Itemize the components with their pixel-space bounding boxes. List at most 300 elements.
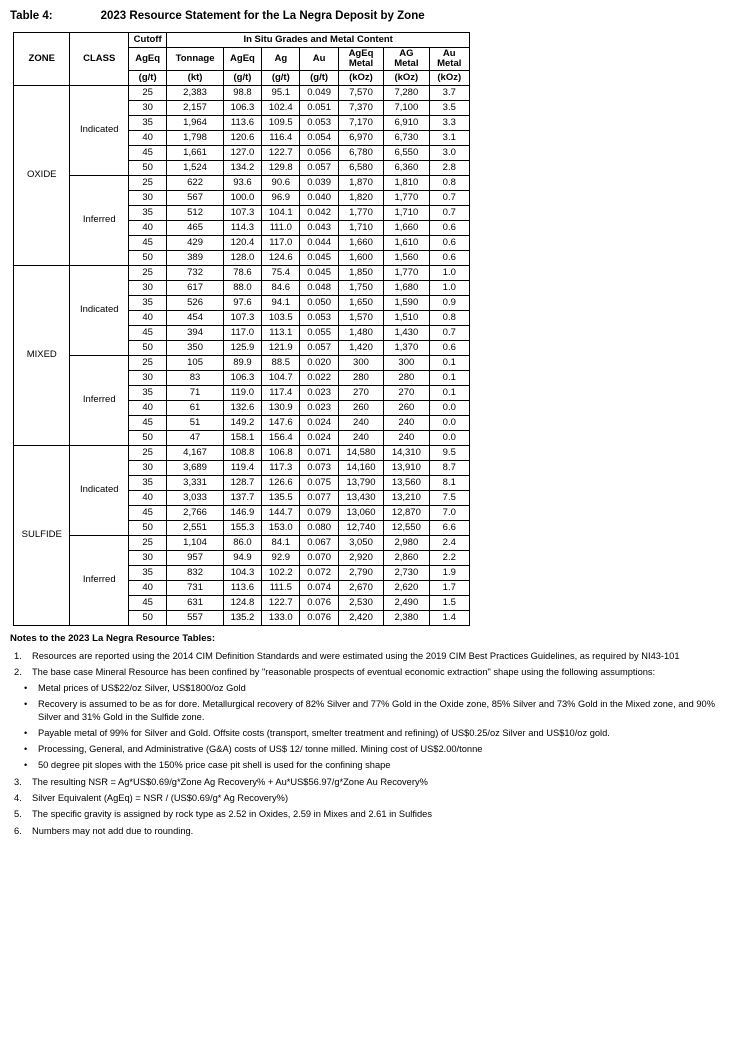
cell-6: 7,100 (384, 100, 429, 115)
cell-6: 6,550 (384, 145, 429, 160)
header-col-1-unit: (kt) (167, 70, 223, 85)
cell-1: 350 (167, 340, 223, 355)
cell-7: 0.1 (429, 370, 469, 385)
zone-label-sulfide: SULFIDE (14, 445, 70, 625)
cell-2: 94.9 (223, 550, 261, 565)
zone-label-oxide: OXIDE (14, 85, 70, 265)
cell-1: 617 (167, 280, 223, 295)
cell-3: 153.0 (262, 520, 300, 535)
cell-4: 0.042 (300, 205, 338, 220)
cell-4: 0.056 (300, 145, 338, 160)
header-col-6-name: AG Metal (384, 48, 429, 71)
cell-7: 0.6 (429, 220, 469, 235)
cell-3: 124.6 (262, 250, 300, 265)
cell-0: 25 (128, 175, 166, 190)
cell-5: 1,420 (338, 340, 383, 355)
cell-0: 40 (128, 580, 166, 595)
cell-2: 88.0 (223, 280, 261, 295)
cell-1: 1,661 (167, 145, 223, 160)
cell-0: 30 (128, 280, 166, 295)
cell-6: 1,810 (384, 175, 429, 190)
cell-3: 133.0 (262, 610, 300, 625)
table-caption (10, 10, 723, 22)
cell-6: 6,910 (384, 115, 429, 130)
cell-0: 35 (128, 115, 166, 130)
zone-label-mixed: MIXED (14, 265, 70, 445)
cell-3: 126.6 (262, 475, 300, 490)
bullet-icon: • (24, 683, 28, 694)
header-class: CLASS (70, 33, 129, 86)
cell-5: 240 (338, 415, 383, 430)
cell-7: 0.0 (429, 400, 469, 415)
cell-0: 40 (128, 490, 166, 505)
cell-6: 270 (384, 385, 429, 400)
cell-7: 3.5 (429, 100, 469, 115)
cell-6: 2,380 (384, 610, 429, 625)
cell-2: 128.0 (223, 250, 261, 265)
cell-6: 1,610 (384, 235, 429, 250)
cell-4: 0.045 (300, 250, 338, 265)
table-row (14, 85, 470, 100)
cell-3: 109.5 (262, 115, 300, 130)
note-number: 4. (14, 792, 22, 803)
cell-5: 270 (338, 385, 383, 400)
cell-3: 116.4 (262, 130, 300, 145)
class-label-inferred: Inferred (70, 535, 129, 625)
cell-7: 0.6 (429, 235, 469, 250)
cell-2: 114.3 (223, 220, 261, 235)
note-sub-text: Processing, General, and Administrative (G&A) costs of US$ 12/ tonne milled. Mining cost of US$2.00/tonne (38, 744, 483, 755)
cell-1: 4,167 (167, 445, 223, 460)
cell-4: 0.054 (300, 130, 338, 145)
cell-5: 13,060 (338, 505, 383, 520)
cell-3: 102.4 (262, 100, 300, 115)
cell-6: 13,210 (384, 490, 429, 505)
cell-1: 557 (167, 610, 223, 625)
cell-5: 6,780 (338, 145, 383, 160)
cell-2: 119.0 (223, 385, 261, 400)
cell-7: 7.0 (429, 505, 469, 520)
cell-4: 0.039 (300, 175, 338, 190)
cell-1: 465 (167, 220, 223, 235)
cell-3: 117.3 (262, 460, 300, 475)
bullet-icon: • (24, 727, 28, 738)
cell-4: 0.073 (300, 460, 338, 475)
cell-5: 2,420 (338, 610, 383, 625)
header-col-7-unit: (kOz) (429, 70, 469, 85)
cell-0: 30 (128, 190, 166, 205)
cell-4: 0.023 (300, 385, 338, 400)
note-number: 3. (14, 776, 22, 787)
cell-3: 102.2 (262, 565, 300, 580)
cell-2: 117.0 (223, 325, 261, 340)
header-col-1-name: Tonnage (167, 48, 223, 71)
cell-3: 117.0 (262, 235, 300, 250)
cell-4: 0.077 (300, 490, 338, 505)
cell-6: 2,620 (384, 580, 429, 595)
cell-4: 0.020 (300, 355, 338, 370)
cell-2: 120.6 (223, 130, 261, 145)
cell-6: 12,870 (384, 505, 429, 520)
cell-5: 1,820 (338, 190, 383, 205)
cell-1: 71 (167, 385, 223, 400)
cell-7: 0.0 (429, 415, 469, 430)
cell-2: 106.3 (223, 370, 261, 385)
cell-3: 122.7 (262, 595, 300, 610)
cell-1: 389 (167, 250, 223, 265)
cell-0: 50 (128, 520, 166, 535)
cell-6: 1,560 (384, 250, 429, 265)
cell-5: 1,770 (338, 205, 383, 220)
cell-4: 0.075 (300, 475, 338, 490)
cell-2: 106.3 (223, 100, 261, 115)
cell-4: 0.071 (300, 445, 338, 460)
cell-2: 104.3 (223, 565, 261, 580)
cell-7: 0.8 (429, 175, 469, 190)
cell-7: 3.7 (429, 85, 469, 100)
cell-6: 2,730 (384, 565, 429, 580)
cell-1: 957 (167, 550, 223, 565)
note-sub-text: Payable metal of 99% for Silver and Gold. Offsite costs (transport, smelter treatment and refining) of US$0.25/oz Silver and US$10/oz gold. (38, 727, 610, 738)
header-col-4-unit: (g/t) (300, 70, 338, 85)
cell-2: 86.0 (223, 535, 261, 550)
cell-7: 3.3 (429, 115, 469, 130)
cell-2: 113.6 (223, 115, 261, 130)
note-text: The specific gravity is assigned by rock type as 2.52 in Oxides, 2.59 in Mixes and 2.61 in Sulfides (32, 809, 432, 820)
cell-6: 7,280 (384, 85, 429, 100)
cell-1: 1,524 (167, 160, 223, 175)
cell-6: 300 (384, 355, 429, 370)
cell-2: 127.0 (223, 145, 261, 160)
cell-6: 1,430 (384, 325, 429, 340)
cell-7: 2.2 (429, 550, 469, 565)
cell-4: 0.043 (300, 220, 338, 235)
cell-5: 280 (338, 370, 383, 385)
cell-6: 1,370 (384, 340, 429, 355)
cell-2: 128.7 (223, 475, 261, 490)
cell-0: 40 (128, 310, 166, 325)
cell-5: 7,170 (338, 115, 383, 130)
cell-2: 125.9 (223, 340, 261, 355)
cell-3: 92.9 (262, 550, 300, 565)
cell-3: 104.1 (262, 205, 300, 220)
class-label-indicated: Indicated (70, 445, 129, 535)
cell-5: 6,580 (338, 160, 383, 175)
cell-6: 260 (384, 400, 429, 415)
cell-5: 3,050 (338, 535, 383, 550)
cell-5: 1,600 (338, 250, 383, 265)
cell-2: 135.2 (223, 610, 261, 625)
cell-1: 567 (167, 190, 223, 205)
cell-7: 3.1 (429, 130, 469, 145)
cell-4: 0.076 (300, 595, 338, 610)
note-item (10, 792, 723, 804)
cell-3: 96.9 (262, 190, 300, 205)
cell-6: 1,680 (384, 280, 429, 295)
cell-4: 0.057 (300, 340, 338, 355)
cell-0: 25 (128, 535, 166, 550)
cell-0: 30 (128, 100, 166, 115)
note-text: The base case Mineral Resource has been confined by "reasonable prospects of eventual economic extraction" shape using the following assumptions: (32, 666, 656, 677)
cell-0: 50 (128, 610, 166, 625)
table-body (14, 85, 470, 625)
cell-1: 2,157 (167, 100, 223, 115)
cell-0: 45 (128, 325, 166, 340)
cell-6: 1,710 (384, 205, 429, 220)
note-text: Silver Equivalent (AgEq) = NSR / (US$0.69/g* Ag Recovery%) (32, 792, 289, 803)
table-row (14, 445, 470, 460)
cell-7: 0.7 (429, 190, 469, 205)
table-row (14, 355, 470, 370)
cell-6: 1,770 (384, 190, 429, 205)
cell-1: 2,383 (167, 85, 223, 100)
cell-3: 129.8 (262, 160, 300, 175)
cell-0: 50 (128, 160, 166, 175)
cell-5: 2,530 (338, 595, 383, 610)
cell-3: 144.7 (262, 505, 300, 520)
cell-4: 0.074 (300, 580, 338, 595)
cell-2: 108.8 (223, 445, 261, 460)
table-number: Table 4: (10, 10, 53, 22)
bullet-icon: • (24, 760, 28, 771)
cell-4: 0.040 (300, 190, 338, 205)
cell-0: 50 (128, 430, 166, 445)
cell-7: 2.4 (429, 535, 469, 550)
cell-0: 45 (128, 505, 166, 520)
cell-2: 100.0 (223, 190, 261, 205)
note-item (10, 825, 723, 837)
cell-7: 0.7 (429, 205, 469, 220)
note-item (10, 666, 723, 678)
cell-4: 0.050 (300, 295, 338, 310)
note-sub-text: 50 degree pit slopes with the 150% price case pit shell is used for the confining shape (38, 760, 391, 771)
cell-3: 156.4 (262, 430, 300, 445)
note-item (10, 776, 723, 788)
cell-1: 631 (167, 595, 223, 610)
table-row (14, 535, 470, 550)
cell-1: 732 (167, 265, 223, 280)
cell-3: 84.1 (262, 535, 300, 550)
cell-0: 25 (128, 445, 166, 460)
cell-0: 35 (128, 295, 166, 310)
cell-5: 1,480 (338, 325, 383, 340)
cell-3: 106.8 (262, 445, 300, 460)
cell-5: 1,870 (338, 175, 383, 190)
cell-3: 122.7 (262, 145, 300, 160)
cell-3: 94.1 (262, 295, 300, 310)
cell-1: 47 (167, 430, 223, 445)
note-sub-item (10, 727, 723, 739)
cell-7: 0.1 (429, 355, 469, 370)
notes-section (10, 633, 723, 837)
cell-2: 78.6 (223, 265, 261, 280)
cell-0: 40 (128, 220, 166, 235)
note-number: 5. (14, 809, 22, 820)
cell-2: 93.6 (223, 175, 261, 190)
cell-4: 0.076 (300, 610, 338, 625)
cell-0: 45 (128, 415, 166, 430)
cell-5: 1,650 (338, 295, 383, 310)
header-col-0-name: AgEq (128, 48, 166, 71)
header-col-2-name: AgEq (223, 48, 261, 71)
cell-5: 7,370 (338, 100, 383, 115)
table-row (14, 175, 470, 190)
cell-7: 0.6 (429, 250, 469, 265)
class-label-indicated: Indicated (70, 265, 129, 355)
note-item (10, 808, 723, 820)
cell-3: 104.7 (262, 370, 300, 385)
cell-0: 35 (128, 385, 166, 400)
cell-4: 0.045 (300, 265, 338, 280)
cell-3: 75.4 (262, 265, 300, 280)
note-text: The resulting NSR = Ag*US$0.69/g*Zone Ag Recovery% + Au*US$56.97/g*Zone Au Recovery% (32, 776, 428, 787)
cell-3: 103.5 (262, 310, 300, 325)
cell-6: 280 (384, 370, 429, 385)
notes-list (10, 650, 723, 837)
cell-4: 0.049 (300, 85, 338, 100)
cell-5: 6,970 (338, 130, 383, 145)
cell-5: 240 (338, 430, 383, 445)
cell-5: 13,790 (338, 475, 383, 490)
cell-0: 45 (128, 145, 166, 160)
cell-7: 7.5 (429, 490, 469, 505)
cell-7: 0.7 (429, 325, 469, 340)
cell-5: 2,790 (338, 565, 383, 580)
cell-5: 1,750 (338, 280, 383, 295)
cell-2: 113.6 (223, 580, 261, 595)
note-number: 2. (14, 666, 22, 677)
cell-4: 0.051 (300, 100, 338, 115)
cell-6: 1,510 (384, 310, 429, 325)
cell-0: 25 (128, 355, 166, 370)
cell-5: 1,710 (338, 220, 383, 235)
header-col-4-name: Au (300, 48, 338, 71)
cell-6: 6,360 (384, 160, 429, 175)
cell-1: 1,798 (167, 130, 223, 145)
cell-2: 120.4 (223, 235, 261, 250)
cell-5: 14,580 (338, 445, 383, 460)
cell-4: 0.055 (300, 325, 338, 340)
cell-2: 158.1 (223, 430, 261, 445)
header-col-7-name: Au Metal (429, 48, 469, 71)
cell-2: 97.6 (223, 295, 261, 310)
header-insitu-group: In Situ Grades and Metal Content (167, 33, 470, 48)
cell-5: 2,920 (338, 550, 383, 565)
cell-5: 260 (338, 400, 383, 415)
cell-6: 13,560 (384, 475, 429, 490)
cell-4: 0.048 (300, 280, 338, 295)
cell-4: 0.024 (300, 430, 338, 445)
header-zone: ZONE (14, 33, 70, 86)
cell-3: 135.5 (262, 490, 300, 505)
cell-3: 121.9 (262, 340, 300, 355)
cell-6: 2,490 (384, 595, 429, 610)
cell-3: 88.5 (262, 355, 300, 370)
cell-7: 0.0 (429, 430, 469, 445)
cell-5: 300 (338, 355, 383, 370)
cell-6: 12,550 (384, 520, 429, 535)
note-text: Numbers may not add due to rounding. (32, 825, 194, 836)
cell-0: 35 (128, 475, 166, 490)
cell-3: 130.9 (262, 400, 300, 415)
cell-7: 0.8 (429, 310, 469, 325)
cell-6: 13,910 (384, 460, 429, 475)
cell-1: 83 (167, 370, 223, 385)
cell-5: 13,430 (338, 490, 383, 505)
cell-4: 0.044 (300, 235, 338, 250)
cell-6: 1,770 (384, 265, 429, 280)
cell-7: 0.6 (429, 340, 469, 355)
cell-5: 2,670 (338, 580, 383, 595)
cell-5: 7,570 (338, 85, 383, 100)
cell-4: 0.023 (300, 400, 338, 415)
cell-2: 149.2 (223, 415, 261, 430)
header-col-0-unit: (g/t) (128, 70, 166, 85)
header-cutoff-group: Cutoff (128, 33, 166, 48)
cell-4: 0.067 (300, 535, 338, 550)
class-label-inferred: Inferred (70, 175, 129, 265)
cell-2: 107.3 (223, 310, 261, 325)
header-col-5-name: AgEq Metal (338, 48, 383, 71)
note-sub-item (10, 743, 723, 755)
cell-4: 0.022 (300, 370, 338, 385)
cell-6: 2,980 (384, 535, 429, 550)
header-col-3-name: Ag (262, 48, 300, 71)
cell-3: 117.4 (262, 385, 300, 400)
cell-4: 0.024 (300, 415, 338, 430)
cell-3: 147.6 (262, 415, 300, 430)
cell-0: 40 (128, 130, 166, 145)
cell-0: 25 (128, 265, 166, 280)
cell-5: 12,740 (338, 520, 383, 535)
note-number: 1. (14, 650, 22, 661)
cell-3: 95.1 (262, 85, 300, 100)
cell-1: 731 (167, 580, 223, 595)
cell-3: 111.0 (262, 220, 300, 235)
header-col-6-unit: (kOz) (384, 70, 429, 85)
cell-2: 134.2 (223, 160, 261, 175)
cell-6: 240 (384, 415, 429, 430)
cell-6: 240 (384, 430, 429, 445)
header-col-3-unit: (g/t) (262, 70, 300, 85)
cell-1: 454 (167, 310, 223, 325)
cell-0: 30 (128, 460, 166, 475)
cell-4: 0.053 (300, 115, 338, 130)
cell-1: 622 (167, 175, 223, 190)
cell-2: 124.8 (223, 595, 261, 610)
cell-1: 832 (167, 565, 223, 580)
cell-7: 1.0 (429, 280, 469, 295)
cell-4: 0.080 (300, 520, 338, 535)
cell-5: 1,660 (338, 235, 383, 250)
cell-7: 1.0 (429, 265, 469, 280)
cell-3: 84.6 (262, 280, 300, 295)
note-sub-list (10, 682, 723, 772)
table-header-group-row (14, 33, 470, 48)
cell-0: 35 (128, 565, 166, 580)
note-sub-text: Recovery is assumed to be as for dore. Metallurgical recovery of 82% Silver and 77% Gold in the Oxide zone, 85% Silver and 73% Gold in the Mixed zone, and 90% Silver and 31% Gold in the Sulfide zone. (38, 699, 715, 722)
cell-2: 146.9 (223, 505, 261, 520)
cell-5: 14,160 (338, 460, 383, 475)
cell-2: 155.3 (223, 520, 261, 535)
cell-7: 9.5 (429, 445, 469, 460)
resource-statement-table (13, 32, 470, 626)
cell-1: 61 (167, 400, 223, 415)
cell-1: 3,689 (167, 460, 223, 475)
cell-6: 6,730 (384, 130, 429, 145)
cell-7: 2.8 (429, 160, 469, 175)
cell-7: 1.9 (429, 565, 469, 580)
